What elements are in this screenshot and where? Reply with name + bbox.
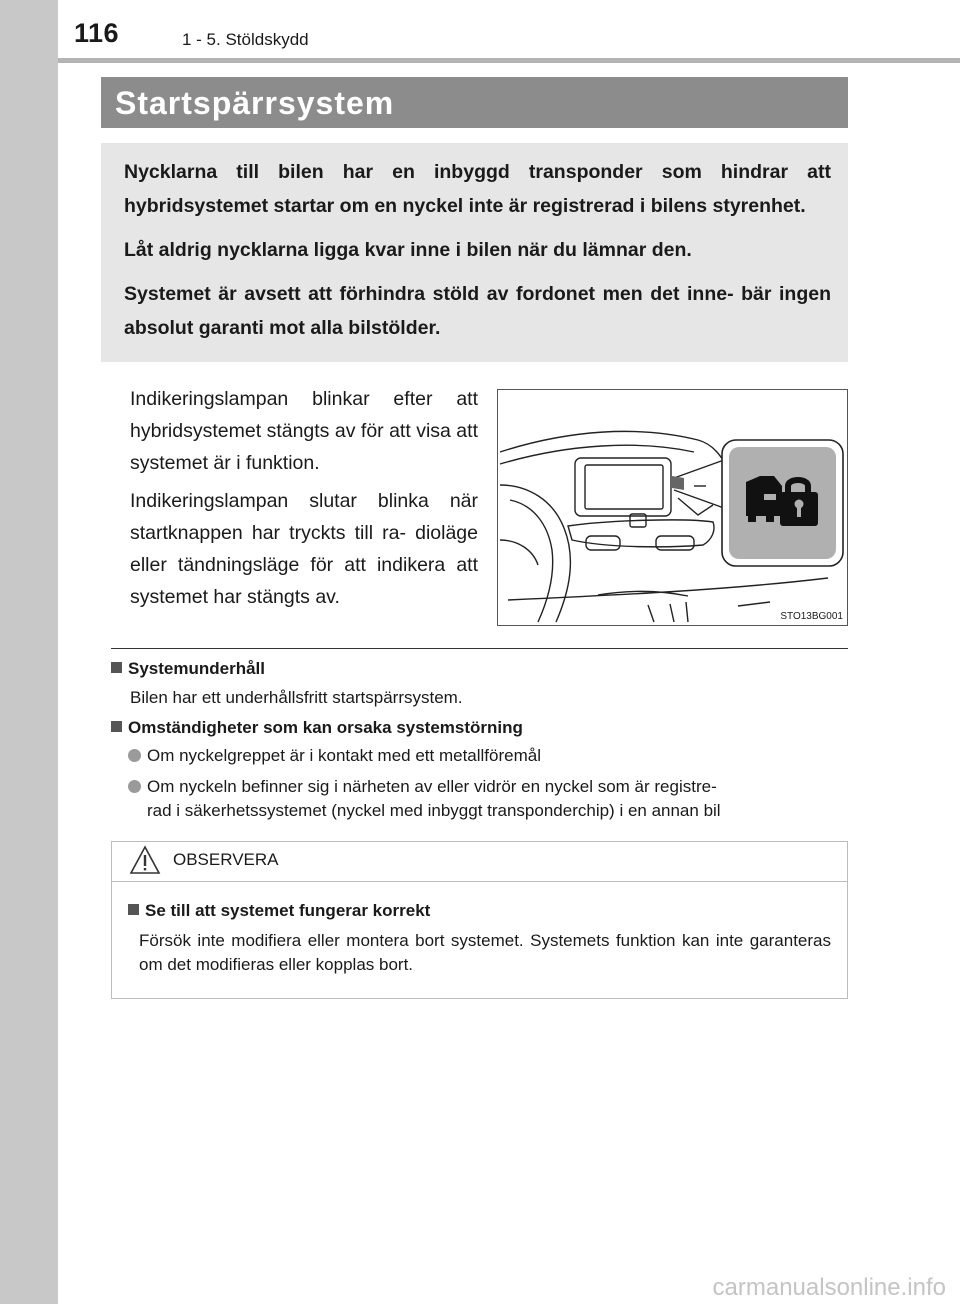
section-text: Bilen har ett underhållsfritt startspärrsystem. [130,688,463,707]
section-heading: Systemunderhåll [111,659,265,679]
dashboard-figure [497,389,848,626]
square-bullet-icon [111,662,122,673]
list-item-continuation: rad i säkerhetssystemet (nyckel med inbyggt transponderchip) i en annan bil [147,801,721,820]
description [130,383,478,619]
section-heading: Omständigheter som kan orsaka systemstörning [111,718,523,738]
round-bullet-icon [128,780,141,793]
warning-label: OBSERVERA [173,850,279,869]
round-bullet-icon [128,749,141,762]
intro-paragraph: Systemet är avsett att förhindra stöld av fordonet men det inne- bär ingen absolut garanti mot alla bilstölder. [124,283,831,339]
page-number: 116 [74,18,120,48]
square-bullet-icon [111,721,122,732]
dashboard-illustration [498,390,847,625]
list-item: Om nyckelgreppet är i kontakt med ett metallföremål [128,744,541,768]
description-paragraph: Indikeringslampan slutar blinka när startknappen har tryckts till ra- dioläge eller tändningsläge för att indikera att systemet har stängts av. [130,490,478,608]
intro-paragraph: Låt aldrig nycklarna ligga kvar inne i bilen när du lämnar den. [124,239,692,261]
warning-header [112,842,847,882]
warning-text: Försök inte modifiera eller montera bort systemet. Systemets funktion kan inte garanteras om det modifieras eller kopplas bort. [139,931,831,974]
list-item: Om nyckeln befinner sig i närheten av eller vidrör en nyckel som är registre- [128,775,717,799]
figure-code: STO13BG001 [780,611,843,622]
warning-box [111,841,848,999]
description-paragraph: Indikeringslampan blinkar efter att hybridsystemet stängts av för att visa att systemet är i funktion. [130,388,478,474]
section-reference: 1 - 5. Stöldskydd [182,30,309,49]
intro-paragraph: Nycklarna till bilen har en inbyggd transponder som hindrar att hybridsystemet startar om en nyckel inte är registrerad i bilens styrenhet. [124,161,831,217]
intro-box [101,143,848,362]
side-strip [0,0,58,1304]
section-divider [111,648,848,649]
page-title: Startspärrsystem [115,85,395,121]
warning-heading: Se till att systemet fungerar korrekt [128,901,430,921]
square-bullet-icon [128,904,139,915]
warning-triangle-icon [129,844,161,876]
watermark: carmanualsonline.info [712,1274,946,1301]
title-bar [101,77,848,128]
header-rule [58,58,960,63]
